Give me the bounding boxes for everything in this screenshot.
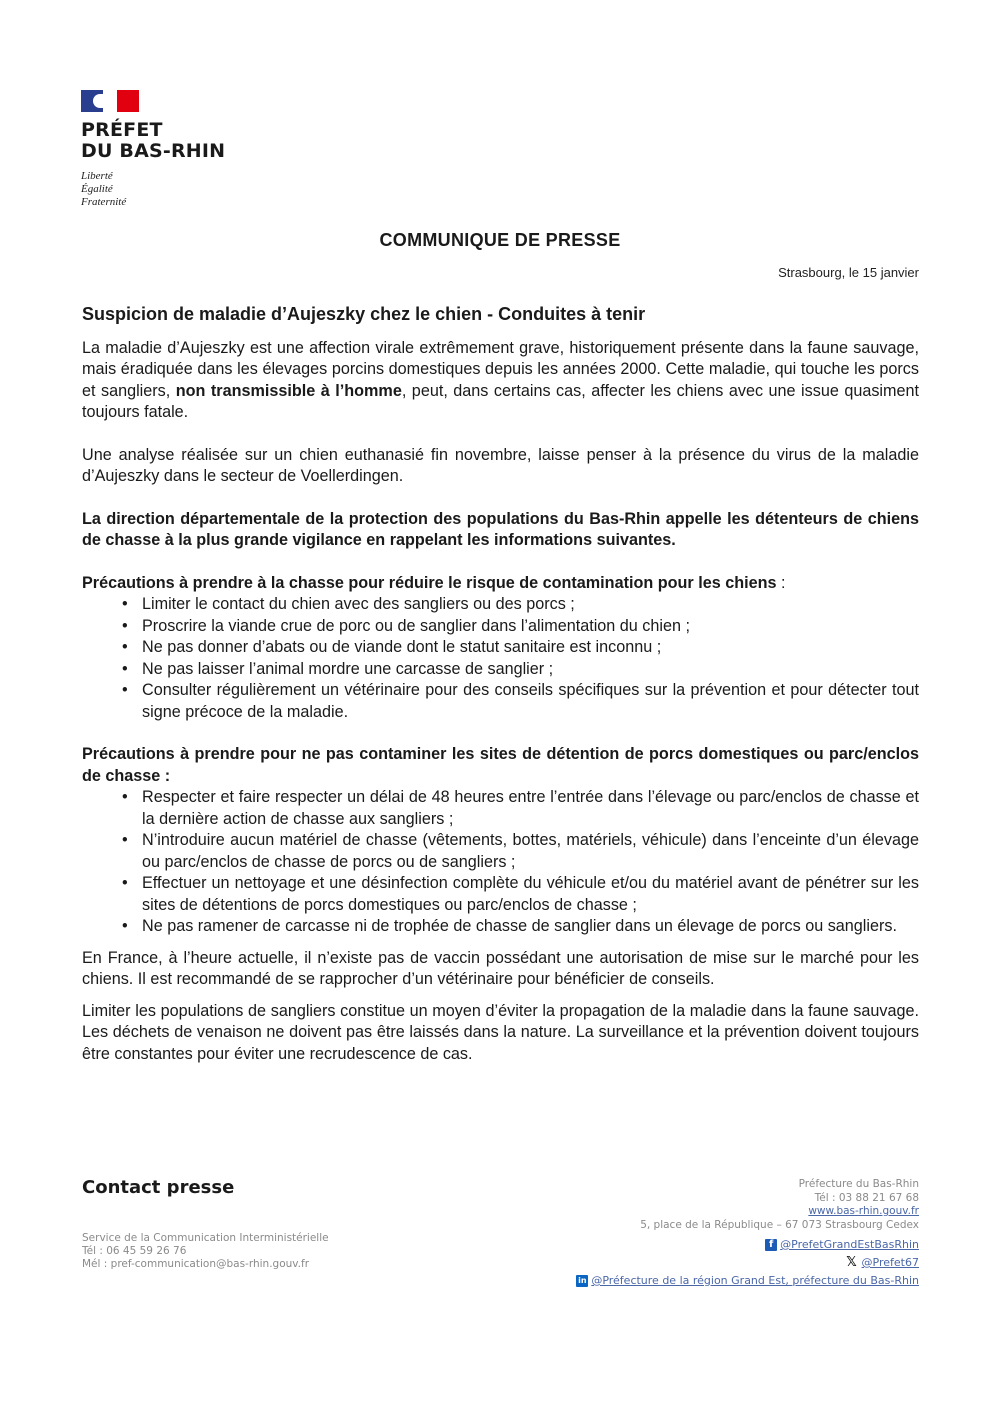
brand-line-1: PRÉFET [81,119,163,141]
section2-heading-text: Précautions à prendre pour ne pas contaminer les sites de détention de porcs domestiques ou parc/enclos de chasse : [82,745,919,785]
prefet-logo [81,90,225,209]
section1-list [82,594,919,723]
prefecture-address: 5, place de la République – 67 073 Strasbourg Cedex [640,1218,919,1231]
intro-paragraph [82,338,919,424]
website-link[interactable]: www.bas-rhin.gouv.fr [808,1205,919,1217]
marianne-flag-icon [81,90,139,112]
document-type-title: COMMUNIQUE DE PRESSE [379,230,621,250]
linkedin-link[interactable]: @Préfecture de la région Grand Est, préfecture du Bas-Rhin [591,1274,919,1287]
section2-heading [82,744,919,787]
section2-list [82,787,919,938]
social-links [576,1236,919,1290]
motto-fraternite: Fraternité [81,196,127,208]
list-item: • N’introduire aucun matériel de chasse (vêtements, bottes, matériels, véhicule) dans l’enceinte d’un élevage ou parc/enclos de chasse de porcs ou de sangliers ; [142,830,919,873]
motto-egalite: Égalité [81,183,113,195]
facebook-icon: f [765,1239,777,1251]
motto-liberte: Liberté [81,170,113,182]
vaccine-paragraph: En France, à l’heure actuelle, il n’existe pas de vaccin possédant une autorisation de mise sur le marché pour les chiens. Il est recommandé de se rapprocher d’un vétérinaire pour bénéficier de conseils. [82,948,919,988]
x-icon: 𝕏 [846,1255,857,1270]
press-service-contact [82,1232,329,1271]
brand-name [81,120,225,162]
service-email: Mél : pref-communication@bas-rhin.gouv.fr [82,1258,310,1270]
prefecture-phone: Tél : 03 88 21 67 68 [814,1191,919,1204]
ddpp-call-paragraph [82,509,919,552]
republic-motto [81,170,225,209]
contact-title: Contact presse [82,1177,235,1198]
closing-paragraph: Limiter les populations de sangliers constitue un moyen d’éviter la propagation de la maladie dans la faune sauvage. Les déchets de venaison ne doivent pas être laissés dans la nature. La surveillance et la prévention doivent toujours être constantes pour éviter une recrudescence de cas. [82,1001,919,1063]
brand-line-2: DU BAS-RHIN [81,140,226,162]
prefecture-name: Préfecture du Bas-Rhin [798,1178,919,1190]
ddpp-call-text: La direction départementale de la protection des populations du Bas-Rhin appelle les détenteurs de chiens de chasse à la plus grande vigilance en rappelant les informations suivantes. [82,509,919,549]
linkedin-row [576,1272,919,1290]
document-body [82,304,919,1065]
analysis-paragraph: Une analyse réalisée sur un chien euthanasié fin novembre, laisse penser à la présence du virus de la maladie d’Aujeszky dans le secteur de Voellerdingen. [82,445,919,485]
section1-heading-suffix: : [776,573,786,592]
facebook-row [576,1236,919,1254]
linkedin-icon: in [578,1276,587,1285]
intro-text-2: , peut, dans certains cas, affecter les chiens avec une issue quasiment toujours fatale. [82,381,920,421]
headline: Suspicion de maladie d’Aujeszky chez le chien - Conduites à tenir [82,304,646,324]
x-row [576,1254,919,1272]
list-item: • Ne pas ramener de carcasse ni de trophée de chasse de sanglier dans un élevage de porcs ou sangliers. [142,916,919,938]
x-link[interactable]: @Prefet67 [861,1256,919,1269]
list-item: • Ne pas donner d’abats ou de viande dont le statut sanitaire est inconnu ; [142,637,919,659]
list-item: • Respecter et faire respecter un délai de 48 heures entre l’entrée dans l’élevage ou parc/enclos de chasse et la dernière action de chasse aux sangliers ; [142,787,919,830]
dateline: Strasbourg, le 15 janvier [778,265,919,280]
service-phone: Tél : 06 45 59 26 76 [82,1245,187,1257]
intro-bold-text: non transmissible à l’homme [175,381,402,400]
list-item: • Consulter régulièrement un vétérinaire pour des conseils spécifiques sur la prévention et pour détecter tout signe précoce de la maladie. [142,680,919,723]
list-item: • Ne pas laisser l’animal mordre une carcasse de sanglier ; [142,659,919,681]
list-item: • Proscrire la viande crue de porc ou de sanglier dans l’alimentation du chien ; [142,616,919,638]
list-item: • Effectuer un nettoyage et une désinfection complète du véhicule et/ou du matériel avant de pénétrer sur les sites de détentions de porcs domestiques ou parc/enclos de chasse ; [142,873,919,916]
service-name: Service de la Communication Interministérielle [82,1232,329,1244]
section1-heading-text: Précautions à prendre à la chasse pour réduire le risque de contamination pour les chiens [82,573,777,592]
prefecture-contact [640,1178,919,1232]
section1-heading [82,573,919,595]
facebook-link[interactable]: @PrefetGrandEstBasRhin [780,1238,919,1251]
intro-text-1: La maladie d’Aujeszky est une affection virale extrêmement grave, historiquement présente dans la faune sauvage, mais éradiquée dans les élevages porcins domestiques depuis les années 2000. Cette maladie, qui touche les porcs et sangliers, [82,338,919,400]
list-item: • Limiter le contact du chien avec des sangliers ou des porcs ; [142,594,919,616]
